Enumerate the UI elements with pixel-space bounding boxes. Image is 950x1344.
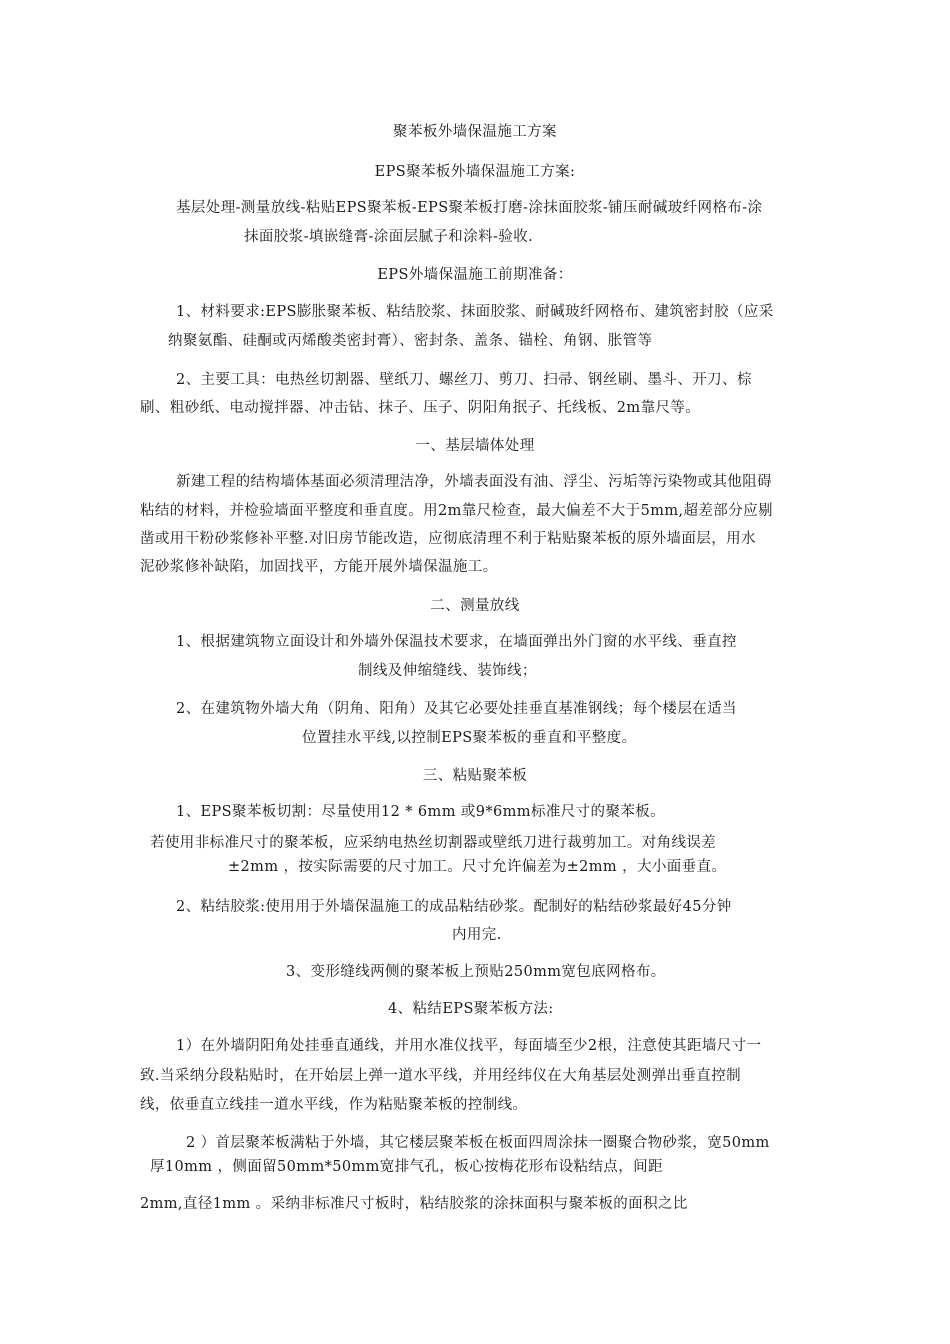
section-1-line-1: 新建工程的结构墙体基面必须清理洁净，外墙表面没有油、浮尘、污垢等污染物或其他阻碍 [176,474,772,490]
materials-line-1: 1、材料要求:EPS膨胀聚苯板、粘结胶浆、抹面胶浆、耐碱玻纤网格布、建筑密封胶（应采 [176,304,774,320]
section-3-sub-1-line-3: 线，依垂直立线挂一道水平线，作为粘贴聚苯板的控制线。 [140,1097,528,1113]
materials-line-2: 纳聚氨酯、硅酮或丙烯酸类密封膏）、密封条、盖条、锚栓、角钢、胀管等 [168,333,653,349]
section-3-item-1-more-1: 若使用非标准尺寸的聚苯板，应采纳电热丝切割器或壁纸刀进行裁剪加工。对角线误差 [150,835,717,851]
process-line-2: 抹面胶浆-填嵌缝膏-涂面层腻子和涂料-验收. [244,229,534,245]
section-3-sub-2-line-2: 厚10mm ，侧面留50mm*50mm宽排气孔，板心按梅花形布设粘结点，间距 [150,1159,663,1175]
section-3-item-1: 1、EPS聚苯板切割：尽量使用12 * 6mm 或9*6mm标准尺寸的聚苯板。 [176,804,666,820]
section-1-heading: 一、基层墙体处理 [415,438,535,454]
section-2-item-2-line-1: 2、在建筑物外墙大角（阴角、阳角）及其它必要处挂垂直基准钢线；每个楼层在适当 [176,701,737,717]
section-1-line-2: 粘结的材料，并检验墙面平整度和垂直度。用2m靠尺检查，最大偏差不大于5mm,超差部分应剔 [140,503,773,519]
section-2-heading: 二、测量放线 [430,598,520,614]
section-3-sub-2-line-3: 2mm,直径1mm 。采纳非标准尺寸板时，粘结胶浆的涂抹面积与聚苯板的面积之比 [140,1196,688,1212]
process-line-1: 基层处理-测量放线-粘贴EPS聚苯板-EPS聚苯板打磨-涂抹面胶浆-铺压耐碱玻纤网格布-涂 [176,200,763,216]
section-3-item-4: 4、粘结EPS聚苯板方法: [388,1001,554,1017]
section-1-line-4: 泥砂浆修补缺陷，加固找平，方能开展外墙保温施工。 [140,559,498,575]
section-3-heading: 三、粘贴聚苯板 [422,768,528,784]
section-3-item-1-more-2: ±2mm ，按实际需要的尺寸加工。尺寸允许偏差为±2mm ，大小面垂直。 [228,859,727,875]
section-3-sub-1-line-1: 1）在外墙阴阳角处挂垂直通线，并用水准仪找平，每面墙至少2根，注意使其距墙尺寸一 [176,1038,762,1054]
prep-heading: EPS外墙保温施工前期准备： [377,267,573,283]
section-3-item-2-line-1: 2、粘结胶浆:使用用于外墙保温施工的成品粘结砂浆。配制好的粘结砂浆最好45分钟 [176,899,732,915]
section-3-sub-1-line-2: 致.当采纳分段粘贴时，在开始层上弹一道水平线，并用经纬仪在大角基层处测弹出垂直控制 [140,1068,742,1084]
tools-line-2: 刷、粗砂纸、电动搅拌器、冲击钻、抹子、压子、阴阳角抿子、托线板、2m靠尺等。 [140,400,701,416]
section-2-item-2-line-2: 位置挂水平线,以控制EPS聚苯板的垂直和平整度。 [302,730,637,746]
section-3-item-2-line-2: 内用完. [452,927,502,943]
section-2-item-1-line-1: 1、根据建筑物立面设计和外墙外保温技术要求，在墙面弹出外门窗的水平线、垂直控 [176,634,737,650]
tools-line-1: 2、主要工具：电热丝切割器、壁纸刀、螺丝刀、剪刀、扫帚、钢丝刷、墨斗、开刀、棕 [176,372,752,388]
section-3-item-3: 3、变形缝线两侧的聚苯板上预贴250mm宽包底网格布。 [286,964,666,980]
section-2-item-1-line-2: 制线及伸缩缝线、装饰线； [358,663,537,679]
document-title: 聚苯板外墙保温施工方案 [393,124,557,140]
section-1-line-3: 凿或用干粉砂浆修补平整.对旧房节能改造，应彻底清理不利于粘贴聚苯板的原外墙面层，用水 [140,531,756,547]
document-subtitle: EPS聚苯板外墙保温施工方案: [374,164,576,180]
section-3-sub-2-line-1: 2 ）首层聚苯板满粘于外墙，其它楼层聚苯板在板面四周涂抹一圈聚合物砂浆，宽50mm [186,1135,770,1151]
